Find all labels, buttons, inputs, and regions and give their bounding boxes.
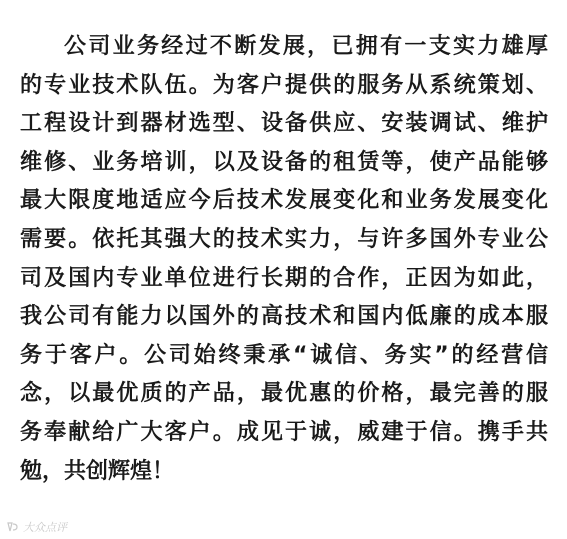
paragraph-line: 我公司有能力以国外的高技术和国内低廉的成本服 (20, 304, 548, 330)
paragraph-line: 工程设计到器材选型、设备供应、安装调试、维护 (20, 111, 548, 137)
watermark-text: 大众点评 (23, 521, 67, 534)
paragraph-line: 最大限度地适应今后技术发展变化和业务发展变化 (20, 188, 548, 214)
paragraph-line: 勉，共创辉煌！ (20, 458, 175, 484)
paragraph-line: 公司业务经过不断发展，已拥有一支实力雄厚 (64, 34, 548, 59)
dianping-logo-icon (6, 521, 20, 533)
paragraph-line: 维修、业务培训，以及设备的租赁等，使产品能够 (20, 149, 548, 175)
paragraph-line: 需要。依托其强大的技术实力，与许多国外专业公 (20, 226, 548, 252)
paragraph-line: 务奉献给广大客户。成见于诚，威建于信。携手共 (20, 419, 548, 445)
paragraph-line: 念，以最优质的产品，最优惠的价格，最完善的服 (20, 381, 548, 407)
paragraph-line: 的专业技术队伍。为客户提供的服务从系统策划、 (20, 72, 548, 98)
paragraph-line: 务于客户。公司始终秉承“诚信、务实”的经营信 (20, 342, 548, 368)
watermark (6, 519, 67, 535)
article-body (20, 28, 548, 491)
paragraph-line: 司及国内专业单位进行长期的合作，正因为如此， (20, 265, 548, 291)
